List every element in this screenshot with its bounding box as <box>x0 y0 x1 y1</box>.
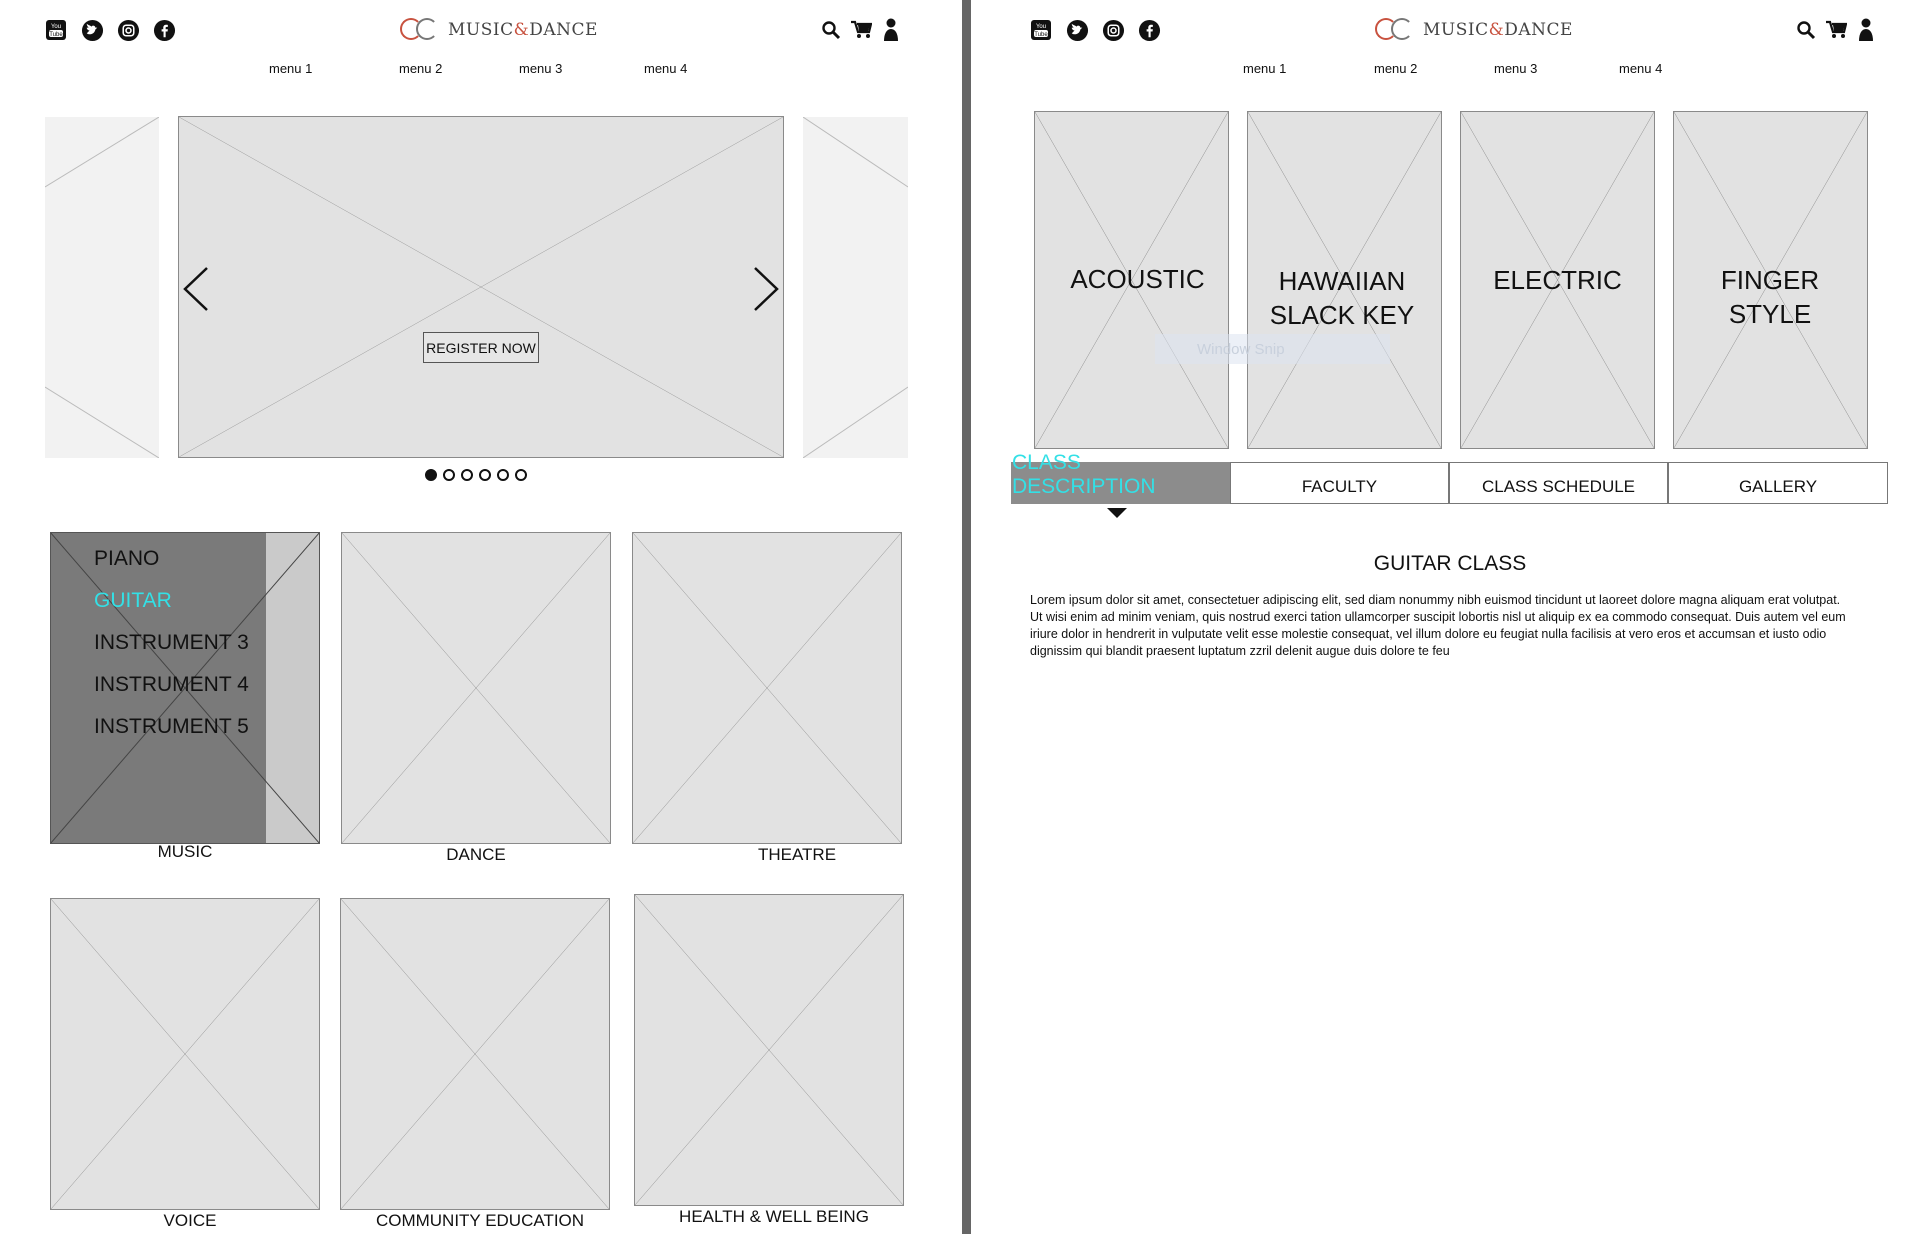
active-tab-indicator <box>1107 508 1127 518</box>
instagram-icon[interactable] <box>1101 18 1125 42</box>
nav-menu-4[interactable]: menu 4 <box>1619 61 1663 76</box>
voice-caption[interactable]: VOICE <box>163 1211 217 1230</box>
site-logo-right[interactable] <box>1375 16 1573 44</box>
theatre-card[interactable] <box>632 532 902 844</box>
social-links <box>44 18 176 42</box>
svg-text:You: You <box>50 24 62 30</box>
logo-text: MUSIC&DANCE <box>448 20 598 40</box>
music-caption[interactable]: MUSIC <box>157 842 213 861</box>
electric-title: ELECTRIC <box>1493 265 1622 295</box>
user-icon[interactable] <box>880 18 902 42</box>
tab-faculty[interactable]: FACULTY <box>1230 462 1449 504</box>
theatre-caption[interactable]: THEATRE <box>757 845 837 864</box>
carousel-prev-slide <box>45 117 159 458</box>
music-dropdown-menu <box>94 544 249 754</box>
carousel-dot-5[interactable] <box>497 469 509 481</box>
tab-gallery[interactable]: GALLERY <box>1668 462 1888 504</box>
cart-icon[interactable] <box>1825 18 1847 42</box>
music-item-instrument-4[interactable]: INSTRUMENT 4 <box>94 673 249 696</box>
logo-mark <box>400 17 442 43</box>
carousel-prev-arrow[interactable] <box>173 264 219 314</box>
acoustic-title: ACOUSTIC <box>1070 264 1205 294</box>
site-logo[interactable] <box>400 16 598 44</box>
health-card[interactable] <box>634 894 904 1206</box>
dance-caption[interactable]: DANCE <box>446 845 506 864</box>
community-education-card[interactable] <box>340 898 610 1210</box>
finger-style-title: FINGER STYLE <box>1720 265 1820 329</box>
community-education-caption[interactable]: COMMUNITY EDUCATION <box>375 1211 585 1230</box>
facebook-icon[interactable] <box>152 18 176 42</box>
search-icon[interactable] <box>820 18 842 42</box>
cart-icon[interactable] <box>850 18 872 42</box>
svg-text:Tube: Tube <box>1034 32 1048 38</box>
music-item-guitar[interactable]: GUITAR <box>94 589 172 612</box>
window-snip-overlay: Window Snip <box>1155 334 1390 364</box>
class-description-text: Lorem ipsum dolor sit amet, consectetuer adipiscing elit, sed diam nonummy nibh euismod tincidunt ut laoreet dolore magna aliquam erat volutpat. Ut wisi enim ad minim veniam, quis nostrud exerci tation ullamcorper suscipit lobortis nisl ut aliquip ex ea commodo consequat. Duis autem vel eum iriure dolor in hendrerit in vulputate velit esse molestie consequat, vel illum dolore eu feugiat nulla facilisis at vero eros et accumsan et iusto odio dignissim qui blandit praesent luptatum zzril delenit augue duis dolore te feu <box>1030 593 1846 658</box>
carousel-dots <box>425 469 527 481</box>
carousel-dot-3[interactable] <box>461 469 473 481</box>
music-item-piano[interactable]: PIANO <box>94 547 160 570</box>
music-item-instrument-3[interactable]: INSTRUMENT 3 <box>94 631 249 654</box>
carousel-dot-6[interactable] <box>515 469 527 481</box>
carousel-dot-4[interactable] <box>479 469 491 481</box>
nav-menu-3[interactable]: menu 3 <box>519 61 563 76</box>
facebook-icon[interactable] <box>1137 18 1161 42</box>
carousel-next-slide <box>803 117 908 458</box>
health-caption[interactable]: HEALTH & WELL BEING <box>679 1207 869 1226</box>
nav-menu-2[interactable]: menu 2 <box>1374 61 1418 76</box>
logo-mark <box>1375 17 1417 43</box>
youtube-icon[interactable] <box>1029 18 1053 42</box>
carousel-next-arrow[interactable] <box>743 264 789 314</box>
social-links-right <box>1029 18 1161 42</box>
nav-menu-4[interactable]: menu 4 <box>644 61 688 76</box>
carousel-dot-1[interactable] <box>425 469 437 481</box>
svg-text:You: You <box>1035 24 1047 30</box>
search-icon[interactable] <box>1795 18 1817 42</box>
instagram-icon[interactable] <box>116 18 140 42</box>
tab-class-description[interactable]: CLASS DESCRIPTION <box>1011 462 1230 504</box>
logo-text: MUSIC&DANCE <box>1423 20 1573 40</box>
music-item-instrument-5[interactable]: INSTRUMENT 5 <box>94 715 249 738</box>
header-tools-right <box>1795 18 1877 42</box>
hawaiian-slack-key-title: HAWAIIAN SLACK KEY <box>1269 266 1415 330</box>
nav-menu-3[interactable]: menu 3 <box>1494 61 1538 76</box>
voice-card[interactable] <box>50 898 320 1210</box>
header-tools <box>820 18 902 42</box>
youtube-icon[interactable] <box>44 18 68 42</box>
nav-menu-1[interactable]: menu 1 <box>1243 61 1287 76</box>
register-now-button[interactable]: REGISTER NOW <box>423 332 539 363</box>
twitter-icon[interactable] <box>80 18 104 42</box>
section-title: GUITAR CLASS <box>1373 552 1527 575</box>
nav-menu-1[interactable]: menu 1 <box>269 61 313 76</box>
twitter-icon[interactable] <box>1065 18 1089 42</box>
tab-class-schedule[interactable]: CLASS SCHEDULE <box>1449 462 1668 504</box>
hero-image-placeholder <box>178 116 784 458</box>
dance-card[interactable] <box>341 532 611 844</box>
carousel-dot-2[interactable] <box>443 469 455 481</box>
svg-text:Tube: Tube <box>49 32 63 38</box>
nav-menu-2[interactable]: menu 2 <box>399 61 443 76</box>
user-icon[interactable] <box>1855 18 1877 42</box>
page-divider <box>962 0 971 1234</box>
